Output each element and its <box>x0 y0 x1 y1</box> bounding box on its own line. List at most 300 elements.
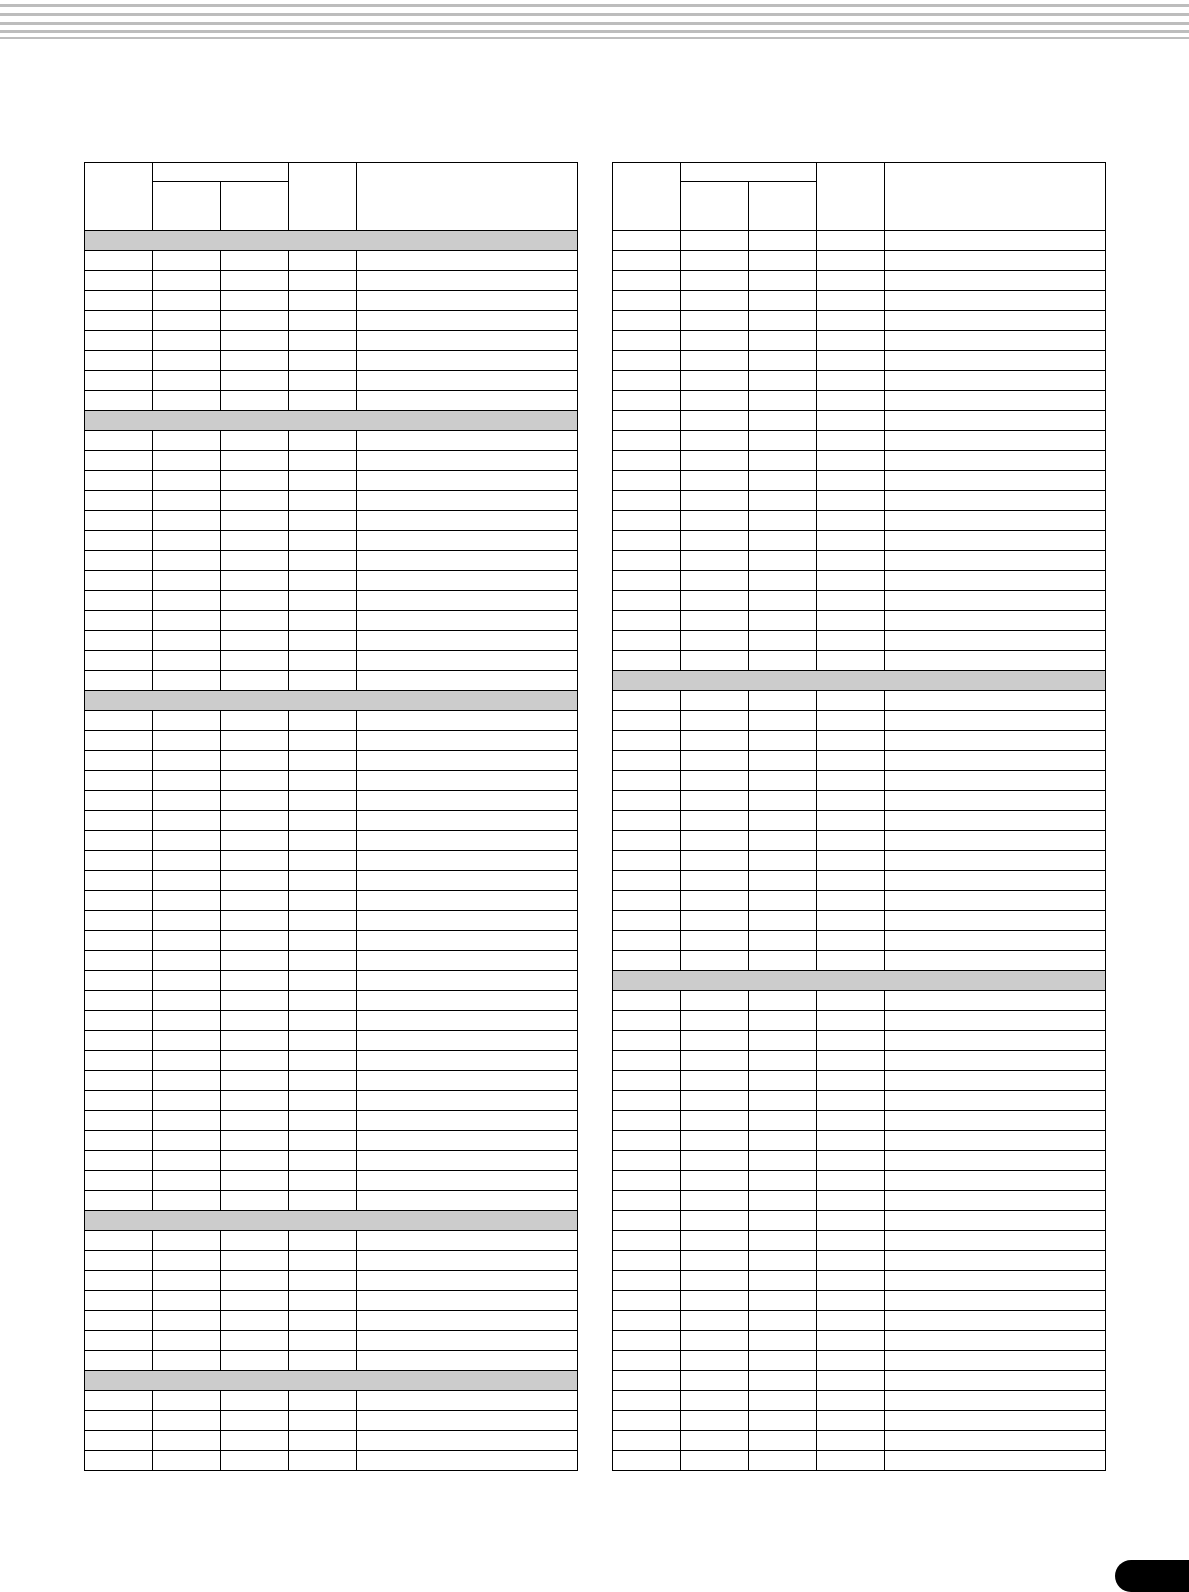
table-cell <box>817 1091 885 1111</box>
table-cell <box>613 1351 681 1371</box>
table-cell <box>613 431 681 451</box>
section-band-row <box>85 1371 578 1391</box>
table-cell <box>613 251 681 271</box>
table-cell <box>885 611 1106 631</box>
table-cell <box>153 471 221 491</box>
table-row <box>613 351 1106 371</box>
table-cell <box>749 411 817 431</box>
table-cell <box>357 291 578 311</box>
table-cell <box>749 951 817 971</box>
table-cell <box>885 911 1106 931</box>
table-cell <box>289 351 357 371</box>
table-cell <box>153 1331 221 1351</box>
table-cell <box>817 1451 885 1471</box>
table-cell <box>221 751 289 771</box>
table-cell <box>613 631 681 651</box>
table-row <box>85 371 578 391</box>
table-cell <box>85 1091 153 1111</box>
table-cell <box>85 551 153 571</box>
table-cell <box>357 1131 578 1151</box>
table-cell <box>749 451 817 471</box>
table-cell <box>613 1151 681 1171</box>
table-row <box>85 1231 578 1251</box>
header-stripe <box>0 22 1189 25</box>
table-cell <box>749 551 817 571</box>
table-cell <box>613 451 681 471</box>
table-cell <box>885 1171 1106 1191</box>
table-cell <box>289 931 357 951</box>
table-cell <box>221 851 289 871</box>
table-cell <box>613 991 681 1011</box>
table-cell <box>357 451 578 471</box>
table-cell <box>357 331 578 351</box>
table-cell <box>357 1291 578 1311</box>
table-cell <box>153 751 221 771</box>
table-cell <box>885 411 1106 431</box>
table-cell <box>613 1331 681 1351</box>
table-cell <box>749 331 817 351</box>
table-row <box>85 1271 578 1291</box>
table-cell <box>681 791 749 811</box>
table-cell <box>85 891 153 911</box>
table-cell <box>817 311 885 331</box>
table-row <box>613 311 1106 331</box>
table-cell <box>817 571 885 591</box>
table-cell <box>289 1251 357 1271</box>
table-cell <box>357 631 578 651</box>
table-cell <box>885 1251 1106 1271</box>
table-row <box>613 1191 1106 1211</box>
table-cell <box>85 1391 153 1411</box>
table-cell <box>613 1271 681 1291</box>
table-cell <box>749 1311 817 1331</box>
table-cell <box>817 1311 885 1331</box>
table-cell <box>357 1151 578 1171</box>
table-cell <box>681 911 749 931</box>
table-cell <box>749 571 817 591</box>
table-cell <box>289 871 357 891</box>
table-cell <box>749 811 817 831</box>
table-row <box>613 591 1106 611</box>
table-cell <box>817 531 885 551</box>
table-cell <box>289 1191 357 1211</box>
table-cell <box>885 351 1106 371</box>
table-cell <box>613 1311 681 1331</box>
table-row <box>85 791 578 811</box>
table-cell <box>749 591 817 611</box>
table-cell <box>221 391 289 411</box>
table-cell <box>749 1191 817 1211</box>
table-cell <box>85 611 153 631</box>
table-cell <box>357 1011 578 1031</box>
table-cell <box>817 251 885 271</box>
table-cell <box>749 711 817 731</box>
table-row <box>613 411 1106 431</box>
table-cell <box>749 1371 817 1391</box>
table-cell <box>289 1411 357 1431</box>
header-stripe <box>0 37 1189 39</box>
header-cell-1 <box>85 163 153 231</box>
table-cell <box>153 571 221 591</box>
table-cell <box>153 1091 221 1111</box>
table-row <box>613 1171 1106 1191</box>
table-cell <box>357 431 578 451</box>
table-cell <box>289 831 357 851</box>
table-row <box>613 391 1106 411</box>
table-cell <box>221 811 289 831</box>
table-left <box>84 162 578 1471</box>
table-cell <box>153 771 221 791</box>
table-cell <box>885 1331 1106 1351</box>
table-cell <box>289 1131 357 1151</box>
table-cell <box>749 1291 817 1311</box>
table-cell <box>289 811 357 831</box>
header-cell-3 <box>749 182 817 231</box>
table-cell <box>681 411 749 431</box>
table-cell <box>749 351 817 371</box>
table-cell <box>681 831 749 851</box>
table-cell <box>817 911 885 931</box>
table-row <box>85 471 578 491</box>
header-stripe <box>0 13 1189 16</box>
table-cell <box>289 491 357 511</box>
table-cell <box>613 1051 681 1071</box>
table-cell <box>357 1271 578 1291</box>
table-cell <box>681 591 749 611</box>
table-cell <box>289 671 357 691</box>
table-cell <box>613 711 681 731</box>
table-cell <box>885 491 1106 511</box>
table-cell <box>85 711 153 731</box>
table-cell <box>153 511 221 531</box>
table-cell <box>885 1071 1106 1091</box>
table-cell <box>221 1111 289 1131</box>
table-cell <box>681 771 749 791</box>
table-cell <box>357 871 578 891</box>
table-cell <box>817 991 885 1011</box>
section-band-cell <box>613 971 1106 991</box>
table-cell <box>221 331 289 351</box>
table-cell <box>289 971 357 991</box>
table-cell <box>357 831 578 851</box>
table-cell <box>289 751 357 771</box>
table-row <box>613 1051 1106 1071</box>
section-band-row <box>85 411 578 431</box>
table-cell <box>817 751 885 771</box>
table-row <box>85 431 578 451</box>
table-cell <box>885 1011 1106 1031</box>
section-band-cell <box>85 1371 578 1391</box>
table-cell <box>885 851 1106 871</box>
table-row <box>85 1131 578 1151</box>
table-cell <box>749 1071 817 1091</box>
table-cell <box>153 331 221 351</box>
table-cell <box>613 691 681 711</box>
table-cell <box>749 231 817 251</box>
table-cell <box>885 751 1106 771</box>
table-cell <box>85 511 153 531</box>
table-cell <box>153 1111 221 1131</box>
table-cell <box>681 1211 749 1231</box>
table-cell <box>153 1251 221 1271</box>
table-cell <box>885 1411 1106 1431</box>
table-row <box>85 811 578 831</box>
table-cell <box>817 411 885 431</box>
table-cell <box>289 1391 357 1411</box>
table-cell <box>357 531 578 551</box>
table-cell <box>221 371 289 391</box>
table-row <box>85 591 578 611</box>
table-cell <box>153 1171 221 1191</box>
table-cell <box>289 611 357 631</box>
table-cell <box>153 931 221 951</box>
table-cell <box>681 1131 749 1151</box>
table-row <box>613 1111 1106 1131</box>
table-cell <box>153 991 221 1011</box>
table-cell <box>817 1411 885 1431</box>
table-cell <box>289 631 357 651</box>
table-cell <box>817 1331 885 1351</box>
section-band-cell <box>85 1211 578 1231</box>
table-cell <box>817 511 885 531</box>
table-cell <box>221 631 289 651</box>
table-cell <box>289 991 357 1011</box>
table-row <box>613 491 1106 511</box>
table-cell <box>85 991 153 1011</box>
table-cell <box>817 951 885 971</box>
table-cell <box>357 971 578 991</box>
table-cell <box>817 1271 885 1291</box>
table-cell <box>681 1351 749 1371</box>
table-cell <box>221 771 289 791</box>
table-cell <box>613 571 681 591</box>
table-row <box>613 471 1106 491</box>
table-cell <box>153 971 221 991</box>
table-cell <box>817 931 885 951</box>
section-band-row <box>85 1211 578 1231</box>
table-cell <box>681 1371 749 1391</box>
table-cell <box>357 611 578 631</box>
table-cell <box>885 931 1106 951</box>
table-cell <box>817 471 885 491</box>
table-row <box>613 291 1106 311</box>
table-cell <box>153 371 221 391</box>
table-cell <box>749 311 817 331</box>
table-cell <box>749 391 817 411</box>
table-cell <box>153 531 221 551</box>
table-cell <box>749 931 817 951</box>
table-cell <box>221 1331 289 1351</box>
table-cell <box>613 791 681 811</box>
table-cell <box>613 591 681 611</box>
table-cell <box>681 1171 749 1191</box>
table-cell <box>357 791 578 811</box>
table-row <box>85 511 578 531</box>
table-cell <box>289 1271 357 1291</box>
table-row <box>85 291 578 311</box>
table-cell <box>221 531 289 551</box>
table-cell <box>681 471 749 491</box>
table-cell <box>613 1451 681 1471</box>
table-cell <box>613 1131 681 1151</box>
table-cell <box>357 1231 578 1251</box>
table-cell <box>817 791 885 811</box>
table-cell <box>221 611 289 631</box>
table-row <box>85 911 578 931</box>
table-cell <box>221 871 289 891</box>
table-cell <box>85 431 153 451</box>
table-row <box>613 911 1106 931</box>
table-cell <box>153 311 221 331</box>
table-cell <box>885 511 1106 531</box>
table-cell <box>153 551 221 571</box>
table-cell <box>817 371 885 391</box>
table-cell <box>289 511 357 531</box>
table-cell <box>221 451 289 471</box>
table-cell <box>885 331 1106 351</box>
table-cell <box>357 551 578 571</box>
table-cell <box>681 1311 749 1331</box>
table-cell <box>153 1411 221 1431</box>
table-cell <box>817 1351 885 1371</box>
table-cell <box>153 251 221 271</box>
table-cell <box>357 1191 578 1211</box>
table-cell <box>85 291 153 311</box>
table-cell <box>85 1311 153 1331</box>
table-cell <box>85 351 153 371</box>
table-cell <box>221 891 289 911</box>
table-cell <box>289 451 357 471</box>
table-row <box>85 451 578 471</box>
table-cell <box>289 531 357 551</box>
table-cell <box>749 1031 817 1051</box>
table-cell <box>817 1391 885 1411</box>
table-cell <box>817 891 885 911</box>
table-row <box>613 791 1106 811</box>
table-cell <box>681 531 749 551</box>
table-row <box>85 951 578 971</box>
table-cell <box>885 1311 1106 1331</box>
table-row <box>613 1271 1106 1291</box>
table-cell <box>817 391 885 411</box>
table-cell <box>357 671 578 691</box>
header-cell-4 <box>817 163 885 231</box>
table-row <box>85 531 578 551</box>
table-cell <box>817 1071 885 1091</box>
table-cell <box>749 731 817 751</box>
table-cell <box>85 1011 153 1031</box>
table-cell <box>85 271 153 291</box>
table-cell <box>289 771 357 791</box>
table-row <box>613 1091 1106 1111</box>
table-cell <box>885 731 1106 751</box>
table-cell <box>357 1111 578 1131</box>
table-cell <box>613 1071 681 1091</box>
table-cell <box>289 1431 357 1451</box>
table-cell <box>613 231 681 251</box>
table-cell <box>153 671 221 691</box>
table-row <box>85 1391 578 1411</box>
table-cell <box>221 471 289 491</box>
table-cell <box>817 811 885 831</box>
table-row <box>85 1331 578 1351</box>
table-row <box>85 751 578 771</box>
table-cell <box>613 1171 681 1191</box>
table-cell <box>153 831 221 851</box>
table-cell <box>749 851 817 871</box>
table-cell <box>357 1091 578 1111</box>
table-cell <box>749 831 817 851</box>
table-cell <box>613 811 681 831</box>
table-cell <box>153 911 221 931</box>
table-cell <box>221 1171 289 1191</box>
table-cell <box>613 391 681 411</box>
table-row <box>613 451 1106 471</box>
table-cell <box>817 631 885 651</box>
table-row <box>613 731 1106 751</box>
table-cell <box>681 251 749 271</box>
table-cell <box>681 811 749 831</box>
table-cell <box>289 851 357 871</box>
table-cell <box>85 651 153 671</box>
table-cell <box>85 911 153 931</box>
table-cell <box>221 831 289 851</box>
table-row <box>613 891 1106 911</box>
table-cell <box>681 1031 749 1051</box>
header-stripe <box>0 4 1189 7</box>
table-cell <box>613 311 681 331</box>
table-row <box>85 1191 578 1211</box>
table-cell <box>681 1451 749 1471</box>
table-cell <box>885 1051 1106 1071</box>
table-cell <box>85 1151 153 1171</box>
table-cell <box>85 631 153 651</box>
table-row <box>613 851 1106 871</box>
table-cell <box>681 1431 749 1451</box>
table-row <box>613 691 1106 711</box>
table-cell <box>817 1131 885 1151</box>
table-cell <box>817 1371 885 1391</box>
table-row <box>613 1231 1106 1251</box>
table-cell <box>613 511 681 531</box>
table-row <box>85 1091 578 1111</box>
table-cell <box>885 1211 1106 1231</box>
table-cell <box>85 391 153 411</box>
table-cell <box>681 391 749 411</box>
table-cell <box>289 591 357 611</box>
table-cell <box>817 1051 885 1071</box>
table-cell <box>289 1331 357 1351</box>
page-number-badge <box>1115 1560 1189 1592</box>
table-cell <box>153 631 221 651</box>
table-cell <box>681 931 749 951</box>
table-cell <box>885 431 1106 451</box>
table-cell <box>221 291 289 311</box>
table-cell <box>613 951 681 971</box>
table-cell <box>749 431 817 451</box>
table-cell <box>289 791 357 811</box>
table-cell <box>681 731 749 751</box>
table-row <box>85 891 578 911</box>
table-row <box>85 1451 578 1471</box>
table-cell <box>221 931 289 951</box>
header-cell-group <box>153 163 289 182</box>
table-cell <box>85 591 153 611</box>
table-cell <box>153 791 221 811</box>
table-cell <box>85 971 153 991</box>
table-cell <box>749 771 817 791</box>
table-cell <box>885 251 1106 271</box>
